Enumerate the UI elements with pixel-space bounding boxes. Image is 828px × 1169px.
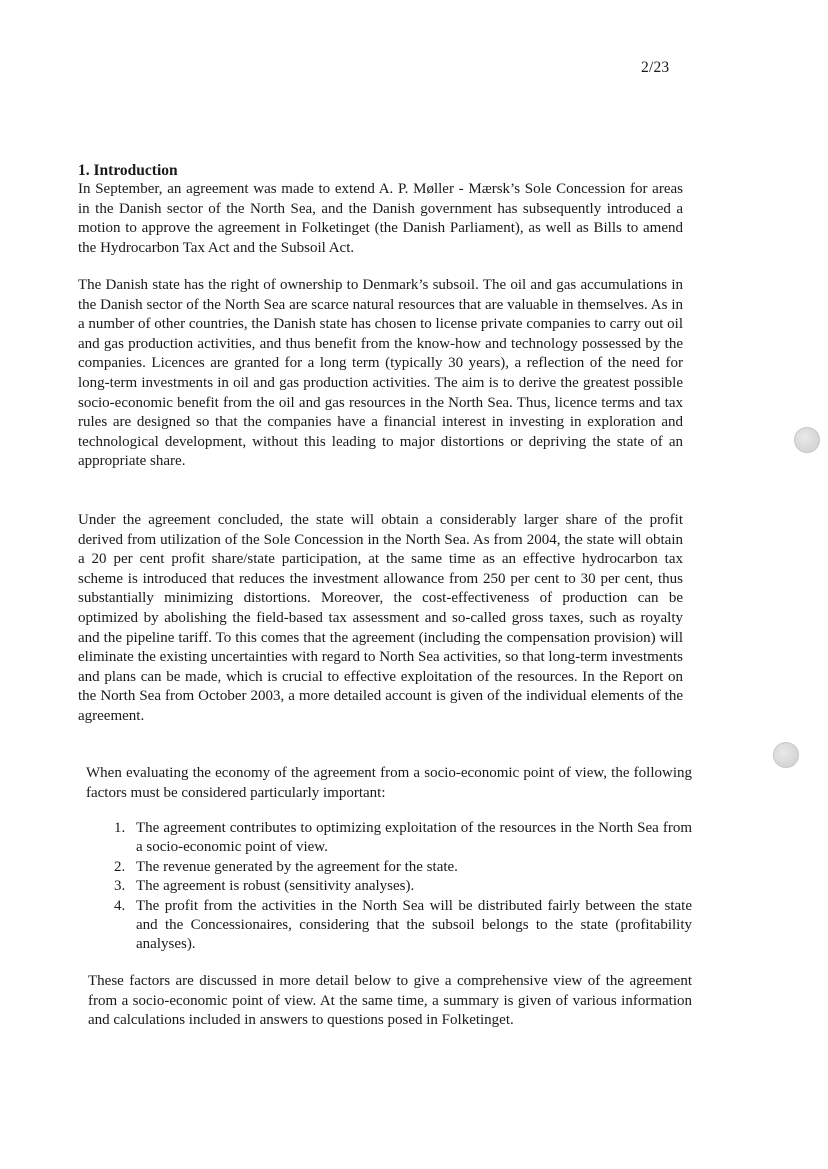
list-item	[106, 897, 692, 955]
paragraph-discussion-summary: These factors are discussed in more detail below to give a comprehensive view of the agreement from a socio-economic point of view. At the same time, a summary is given of various information and calculations included in answers to questions posed in Folketinget.	[88, 973, 692, 1029]
list-item-text: The agreement is robust (sensitivity analyses).	[136, 878, 415, 895]
list-item	[106, 819, 692, 858]
list-item-text: The agreement contributes to optimizing exploitation of the resources in the North Sea from a socio-economic point of view.	[136, 820, 692, 856]
list-item-number: 3.	[114, 878, 126, 895]
factor-list	[106, 819, 692, 955]
paragraph-agreement-extension: In September, an agreement was made to extend A. P. Møller - Mærsk’s Sole Concession for areas in the Danish sector of the North Sea, and the Danish government has subsequently introduced a motion to approve the agreement in Folketinget (the Danish Parliament), as well as Bills to amend the Hydrocarbon Tax Act and the Subsoil Act.	[78, 181, 683, 256]
page-number: 2/23	[641, 59, 670, 76]
paragraph-state-share: Under the agreement concluded, the state will obtain a considerably larger share of the profit derived from utilization of the Sole Concession in the North Sea. As from 2004, the state will obtain a 20 per cent profit share/state participation, at the same time as an effective hydrocarbon tax scheme is introduced that reduces the investment allowance from 250 per cent to 30 per cent, thus substantially minimizing distortions. Moreover, the cost-effectiveness of production can be optimized by abolishing the field-based tax assessment and so-called gross taxes, such as royalty and the pipeline tariff. To this comes that the agreement (including the compensation provision) will eliminate the existing uncertainties with regard to North Sea activities, so that long-term investments and plans can be made, which is crucial to effective exploitation of the resources. In the Report on the North Sea from October 2003, a more detailed account is given of the individual elements of the agreement.	[78, 512, 683, 724]
list-item-number: 4.	[114, 897, 126, 914]
list-item	[106, 858, 692, 877]
paragraph-subsoil-ownership: The Danish state has the right of ownership to Denmark’s subsoil. The oil and gas accumulations in the Danish sector of the North Sea are scarce natural resources that are valuable in themselves. As in a number of other countries, the Danish state has chosen to license private companies to carry out oil and gas production activities, and thus benefit from the know-how and technology possessed by the companies. Licences are granted for a long term (typically 30 years), a reflection of the need for long-term investments in oil and gas production activities. The aim is to derive the greatest possible socio-economic benefit from the oil and gas resources in the North Sea. Thus, licence terms and tax rules are designed so that the companies have a financial interest in investing in exploration and technological development, without this leading to major distortions or depriving the state of an appropriate share.	[78, 277, 683, 470]
punch-hole-bottom	[773, 742, 799, 768]
paragraph-evaluation-factors: When evaluating the economy of the agreement from a socio-economic point of view, the following factors must be considered particularly important:	[86, 765, 692, 801]
punch-hole-top	[794, 427, 820, 453]
list-item-text: The revenue generated by the agreement for the state.	[136, 858, 458, 875]
list-item-text: The profit from the activities in the North Sea will be distributed fairly between the state and the Concessionaires, considering that the subsoil belongs to the state (profitability analyses).	[136, 897, 692, 953]
list-item	[106, 877, 692, 896]
list-item-number: 2.	[114, 858, 126, 875]
list-item-number: 1.	[114, 820, 126, 836]
section-heading: 1. Introduction	[78, 162, 178, 179]
